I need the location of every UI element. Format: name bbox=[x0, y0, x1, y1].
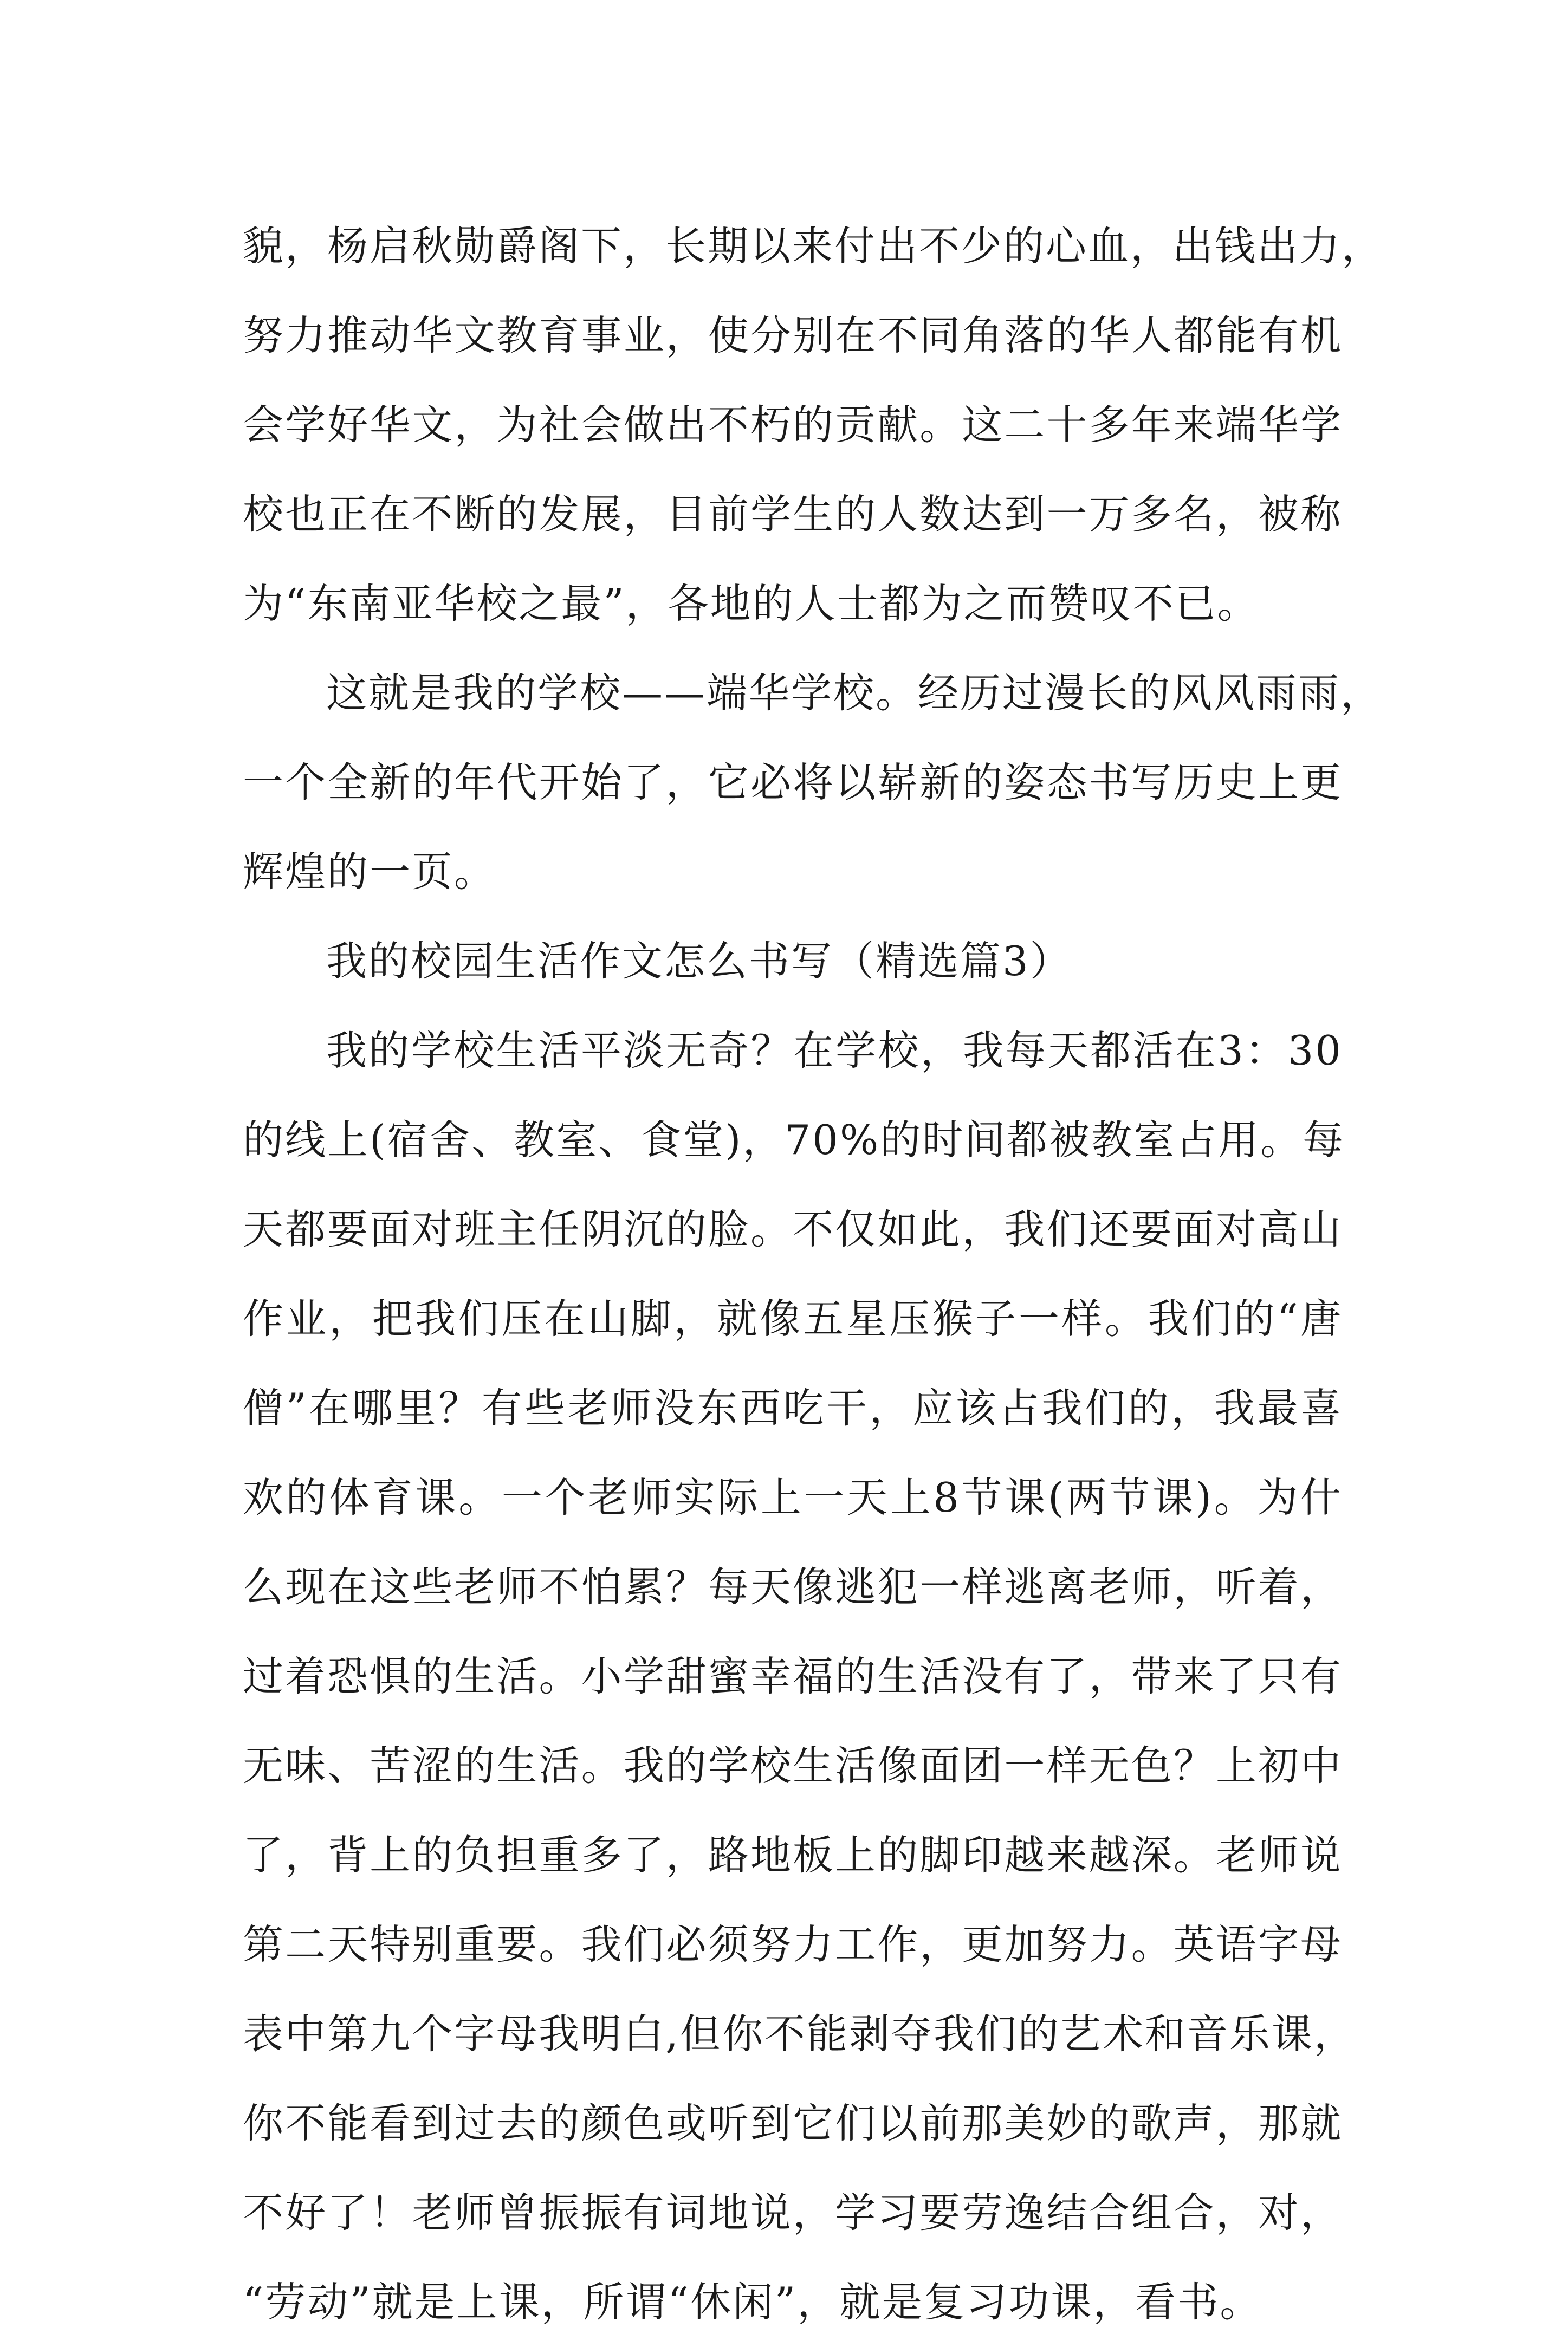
text-line: 这就是我的学校——端华学校。经历过漫长的风风雨雨， bbox=[326, 669, 1383, 717]
text-line: 校也正在不断的发展，目前学生的人数达到一万多名，被称 bbox=[243, 490, 1343, 538]
text-line: 不好了！老师曾振振有词地说，学习要劳逸结合组合，对， bbox=[243, 2189, 1343, 2236]
text-line: 一个全新的年代开始了，它必将以崭新的姿态书写历史上更 bbox=[243, 758, 1343, 806]
text-line: 貌，杨启秋勋爵阁下，长期以来付出不少的心血，出钱出力， bbox=[243, 222, 1384, 270]
text-line: 表中第九个字母我明白,但你不能剥夺我们的艺术和音乐课， bbox=[243, 2010, 1356, 2058]
text-line: 欢的体育课。一个老师实际上一天上8节课(两节课)。为什 bbox=[243, 1474, 1343, 1521]
text-line: “劳动”就是上课，所谓“休闲”，就是复习功课，看书。 bbox=[243, 2278, 1262, 2326]
text-line: 第二天特别重要。我们必须努力工作，更加努力。英语字母 bbox=[243, 1921, 1343, 1968]
document-body bbox=[243, 202, 1384, 2347]
text-line: 你不能看到过去的颜色或听到它们以前那美妙的歌声，那就 bbox=[243, 2099, 1343, 2147]
text-line: 作业，把我们压在山脚，就像五星压猴子一样。我们的“唐 bbox=[243, 1295, 1343, 1343]
text-line: 我的校园生活作文怎么书写（精选篇3） bbox=[326, 937, 1072, 985]
text-line: 过着恐惧的生活。小学甜蜜幸福的生活没有了，带来了只有 bbox=[243, 1652, 1343, 1700]
text-line: 辉煌的一页。 bbox=[243, 848, 497, 896]
text-line: 的线上(宿舍、教室、食堂)，70%的时间都被教室占用。每 bbox=[243, 1116, 1345, 1164]
text-line: 无味、苦涩的生活。我的学校生活像面团一样无色？上初中 bbox=[243, 1742, 1343, 1790]
text-line: 天都要面对班主任阴沉的脸。不仅如此，我们还要面对高山 bbox=[243, 1205, 1343, 1253]
text-line: 我的学校生活平淡无奇？在学校，我每天都活在3：30 bbox=[326, 1027, 1343, 1074]
text-line: 么现在这些老师不怕累？每天像逃犯一样逃离老师，听着， bbox=[243, 1563, 1343, 1611]
text-line: 努力推动华文教育事业，使分别在不同角落的华人都能有机 bbox=[243, 312, 1343, 359]
text-line: 为“东南亚华校之最”，各地的人士都为之而赞叹不已。 bbox=[243, 580, 1260, 627]
text-line: 僧”在哪里？有些老师没东西吃干，应该占我们的，我最喜 bbox=[243, 1384, 1343, 1432]
text-line: 会学好华文，为社会做出不朽的贡献。这二十多年来端华学 bbox=[243, 401, 1343, 449]
text-line: 了，背上的负担重多了，路地板上的脚印越来越深。老师说 bbox=[243, 1831, 1343, 1879]
